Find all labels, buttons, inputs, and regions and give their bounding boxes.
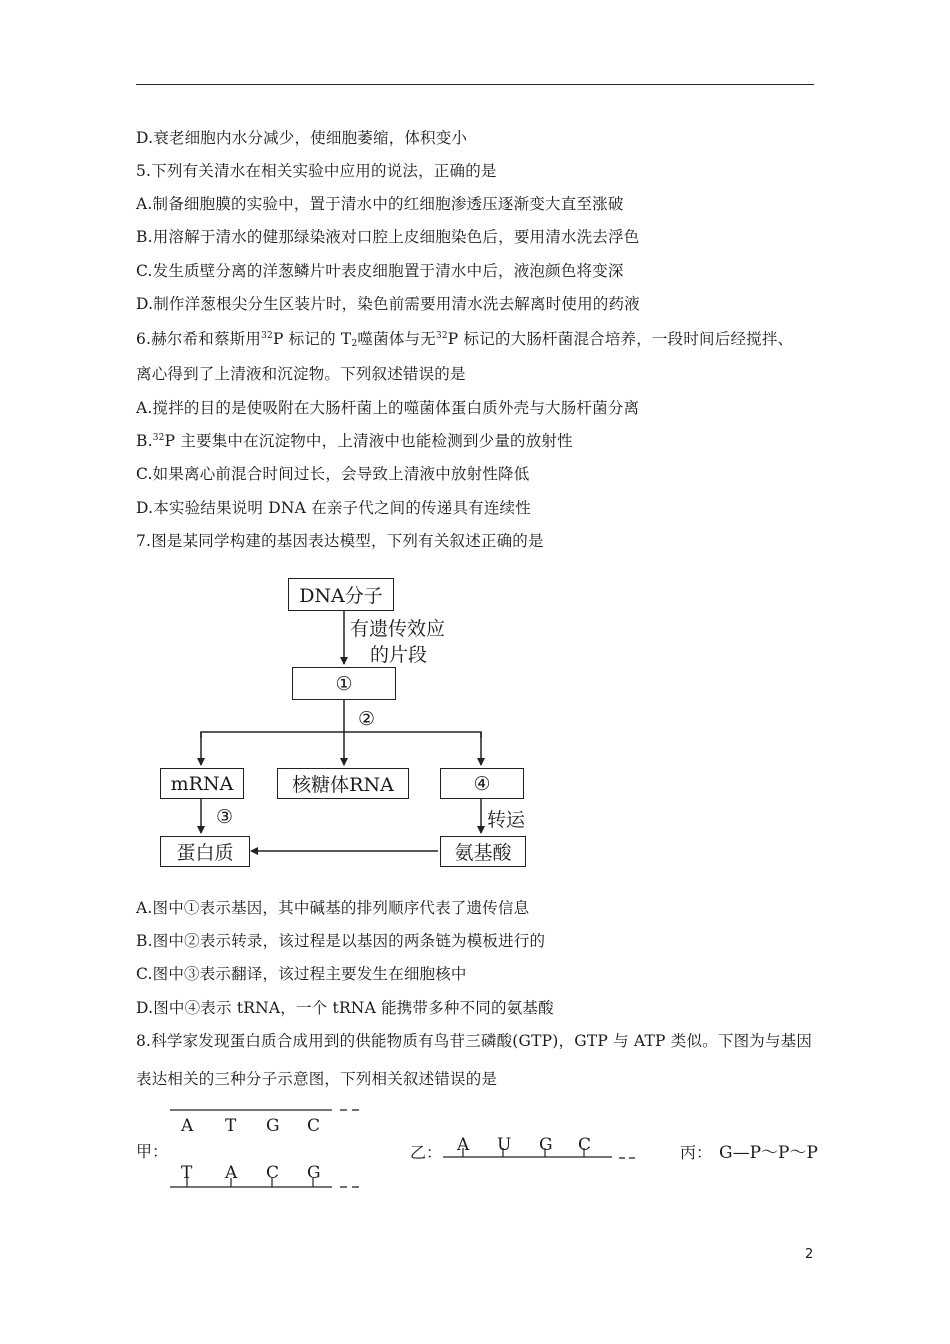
label-3: ③ bbox=[216, 806, 234, 828]
label-effective-segment-1: 有遗传效应 bbox=[350, 618, 446, 640]
q7-stem: 7.图是某同学构建的基因表达模型，下列有关叙述正确的是 bbox=[136, 532, 544, 550]
q8-stem-line1: 8.科学家发现蛋白质合成用到的供能物质有鸟苷三磷酸(GTP)，GTP 与 ATP 类似。下图为与基因 bbox=[136, 1032, 813, 1050]
q6b-sup: 32 bbox=[152, 433, 165, 443]
q6-option-d: D.本实验结果说明 DNA 在亲子代之间的传递具有连续性 bbox=[136, 499, 531, 517]
box-protein: 蛋白质 bbox=[160, 836, 250, 867]
page-number: 2 bbox=[805, 1247, 814, 1262]
q8-stem-line2: 表达相关的三种分子示意图，下列相关叙述错误的是 bbox=[136, 1070, 498, 1088]
yi-base-2: U bbox=[497, 1135, 512, 1155]
label-effective-segment-2: 的片段 bbox=[370, 644, 428, 666]
jia-top-base-3: G bbox=[266, 1116, 280, 1136]
jia-bottom-base-1: T bbox=[181, 1163, 193, 1183]
jia-bottom-base-4: G bbox=[307, 1163, 321, 1183]
q6-sup-2: 32 bbox=[435, 331, 448, 341]
q6b-text: P 主要集中在沉淀物中，上清液中也能检测到少量的放射性 bbox=[164, 432, 573, 450]
yi-base-3: G bbox=[539, 1135, 553, 1155]
q6-text-2: P 标记的 T bbox=[272, 330, 352, 348]
label-bing: 丙： bbox=[680, 1143, 713, 1162]
bing-gtp-structure: G—P～P～P bbox=[719, 1143, 818, 1163]
q7-option-c: C.图中③表示翻译，该过程主要发生在细胞核中 bbox=[136, 965, 467, 983]
q6-option-a: A.搅拌的目的是使吸附在大肠杆菌上的噬菌体蛋白质外壳与大肠杆菌分离 bbox=[136, 399, 640, 417]
q6-sup-1: 32 bbox=[261, 331, 273, 341]
q5-option-d: D.制作洋葱根尖分生区装片时，染色前需要用清水洗去解离时使用的药液 bbox=[136, 295, 640, 313]
q7-option-b: B.图中②表示转录，该过程是以基因的两条链为模板进行的 bbox=[136, 932, 546, 950]
q6-stem-line2: 离心得到了上清液和沉淀物。下列叙述错误的是 bbox=[136, 365, 466, 383]
box-4: ④ bbox=[440, 768, 524, 799]
q6-text-3: 噬菌体与无 bbox=[357, 330, 436, 348]
q7-option-a: A.图中①表示基因，其中碱基的排列顺序代表了遗传信息 bbox=[136, 899, 530, 917]
box-ribosomal-rna: 核糖体RNA bbox=[277, 768, 409, 799]
box-amino-acid: 氨基酸 bbox=[440, 836, 526, 867]
label-2: ② bbox=[358, 708, 376, 730]
q7-option-d: D.图中④表示 tRNA，一个 tRNA 能携带多种不同的氨基酸 bbox=[136, 999, 554, 1017]
q4-option-d: D.衰老细胞内水分减少，使细胞萎缩，体积变小 bbox=[136, 129, 468, 147]
yi-base-1: A bbox=[457, 1135, 470, 1155]
label-jia: 甲： bbox=[136, 1142, 169, 1161]
q5-option-b: B.用溶解于清水的健那绿染液对口腔上皮细胞染色后，要用清水洗去浮色 bbox=[136, 228, 640, 246]
box-1: ① bbox=[292, 667, 396, 700]
jia-top-base-2: T bbox=[225, 1116, 237, 1136]
jia-top-base-1: A bbox=[181, 1116, 194, 1136]
label-transport: 转运 bbox=[487, 809, 526, 831]
jia-bottom-base-2: A bbox=[225, 1163, 238, 1183]
label-yi: 乙： bbox=[410, 1143, 443, 1162]
q6b-prefix: B. bbox=[136, 432, 153, 450]
q6-text-4: P 标记的大肠杆菌混合培养，一段时间后经搅拌、 bbox=[447, 330, 794, 348]
box-mrna: mRNA bbox=[160, 768, 244, 799]
jia-top-base-4: C bbox=[307, 1116, 321, 1136]
box-dna: DNA分子 bbox=[288, 578, 394, 611]
q5-option-c: C.发生质壁分离的洋葱鳞片叶表皮细胞置于清水中后，液泡颜色将变深 bbox=[136, 262, 624, 280]
q6-sub: 2 bbox=[351, 339, 358, 349]
jia-bottom-base-3: C bbox=[266, 1163, 280, 1183]
q6-option-c: C.如果离心前混合时间过长，会导致上清液中放射性降低 bbox=[136, 465, 530, 483]
yi-base-4: C bbox=[578, 1135, 592, 1155]
q6-text-1: 6.赫尔希和蔡斯用 bbox=[136, 330, 262, 348]
q5-stem: 5.下列有关清水在相关实验中应用的说法，正确的是 bbox=[136, 162, 497, 180]
q5-option-a: A.制备细胞膜的实验中，置于清水中的红细胞渗透压逐渐变大直至涨破 bbox=[136, 195, 624, 213]
